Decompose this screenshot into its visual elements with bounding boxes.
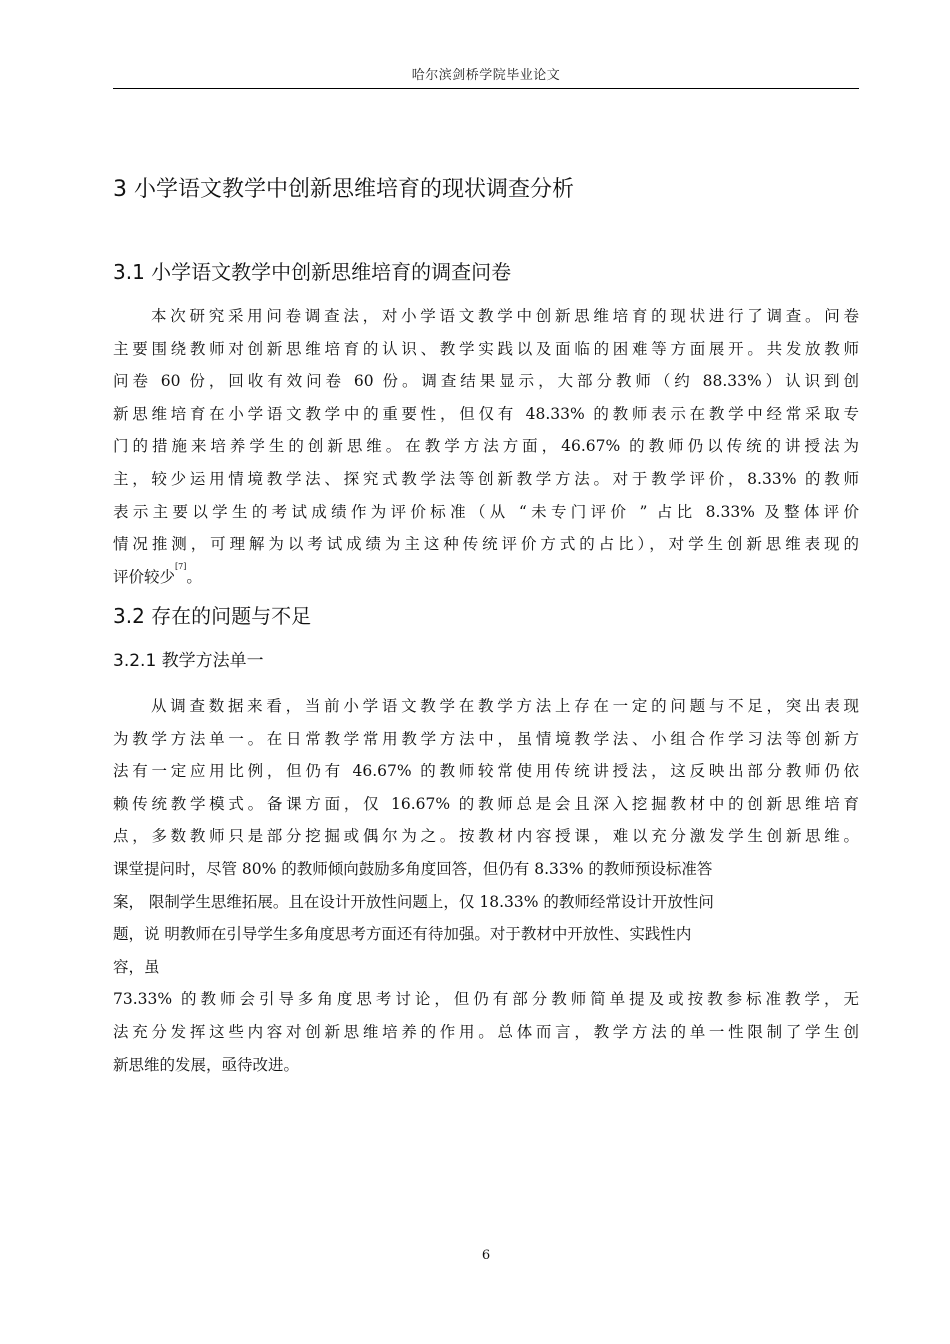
paragraph-line: 赖传统教学模式。备课方面，仅 16.67% 的教师总是会且深入挖掘教材中的创新思维培育: [113, 794, 859, 813]
page-number: 6: [481, 1248, 491, 1263]
paragraph-line: 73.33% 的教师会引导多角度思考讨论，但仍有部分教师简单提及或按教参标准教学，无: [113, 990, 859, 1009]
section-3-1-paragraph: [113, 300, 859, 593]
paragraph-line: 新思维的发展，亟待改进。: [113, 1055, 300, 1074]
paragraph-line: 主要围绕教师对创新思维培育的认识、教学实践以及面临的困难等方面展开。共发放教师: [113, 339, 859, 358]
paragraph-line: 从调查数据来看，当前小学语文教学在教学方法上存在一定的问题与不足，突出表现: [151, 697, 859, 715]
paragraph-line: 法充分发挥这些内容对创新思维培养的作用。总体而言，教学方法的单一性限制了学生创: [113, 1022, 859, 1041]
paragraph-line: 表示主要以学生的考试成绩作为评价标准（从 “未专门评价 ” 占比 8.33% 及整体评价: [113, 502, 859, 521]
paragraph-line: 为教学方法单一。在日常教学常用教学方法中，虽情境教学法、小组合作学习法等创新方: [113, 729, 859, 748]
chapter-title: 3 小学语文教学中创新思维培育的现状调查分析: [113, 177, 574, 202]
section-title-3-1: 3.1 小学语文教学中创新思维培育的调查问卷: [113, 260, 512, 284]
page-header: 哈尔滨剑桥学院毕业论文: [411, 68, 561, 83]
subsection-title-3-2-1: 3.2.1 教学方法单一: [113, 651, 264, 671]
paragraph-line: 点，多数教师只是部分挖掘或偶尔为之。按教材内容授课，难以充分激发学生创新思维。: [113, 827, 859, 846]
paragraph-line: 容，虽: [113, 957, 160, 976]
paragraph-line: 情况推测，可理解为以考试成绩为主这种传统评价方式的占比），对学生创新思维表现的: [113, 535, 859, 554]
citation-marker[interactable]: [7]: [175, 561, 187, 571]
paragraph-line-end: 。: [186, 567, 202, 586]
paragraph-last-line: [113, 561, 859, 594]
paragraph-line: 题，说 明教师在引导学生多角度思考方面还有待加强。对于教材中开放性、实践性内: [113, 925, 692, 944]
header-rule: [113, 88, 859, 89]
subsection-3-2-1-paragraph: [113, 690, 859, 1081]
paragraph-line: 课堂提问时，尽管 80% 的教师倾向鼓励多角度回答，但仍有 8.33% 的教师预设标准答: [113, 859, 713, 878]
paragraph-line-text: 评价较少: [113, 567, 176, 586]
paragraph-line: 案， 限制学生思维拓展。且在设计开放性问题上，仅 18.33% 的教师经常设计开放性问: [113, 892, 714, 911]
paragraph-line: 法有一定应用比例，但仍有 46.67% 的教师较常使用传统讲授法，这反映出部分教师仍依: [113, 762, 859, 781]
section-title-3-2: 3.2 存在的问题与不足: [113, 604, 312, 628]
paragraph-line: 问卷 60 份，回收有效问卷 60 份。调查结果显示，大部分教师（约 88.33%）认识到创: [113, 372, 859, 391]
paragraph-line: 主，较少运用情境教学法、探究式教学法等创新教学方法。对于教学评价，8.33% 的教师: [113, 469, 859, 488]
paragraph-line: 新思维培育在小学语文教学中的重要性，但仅有 48.33% 的教师表示在教学中经常采取专: [113, 404, 859, 423]
paragraph-line: 本次研究采用问卷调查法，对小学语文教学中创新思维培育的现状进行了调查。问卷: [151, 307, 859, 325]
paragraph-line: 门的措施来培养学生的创新思维。在教学方法方面，46.67% 的教师仍以传统的讲授法为: [113, 437, 859, 456]
